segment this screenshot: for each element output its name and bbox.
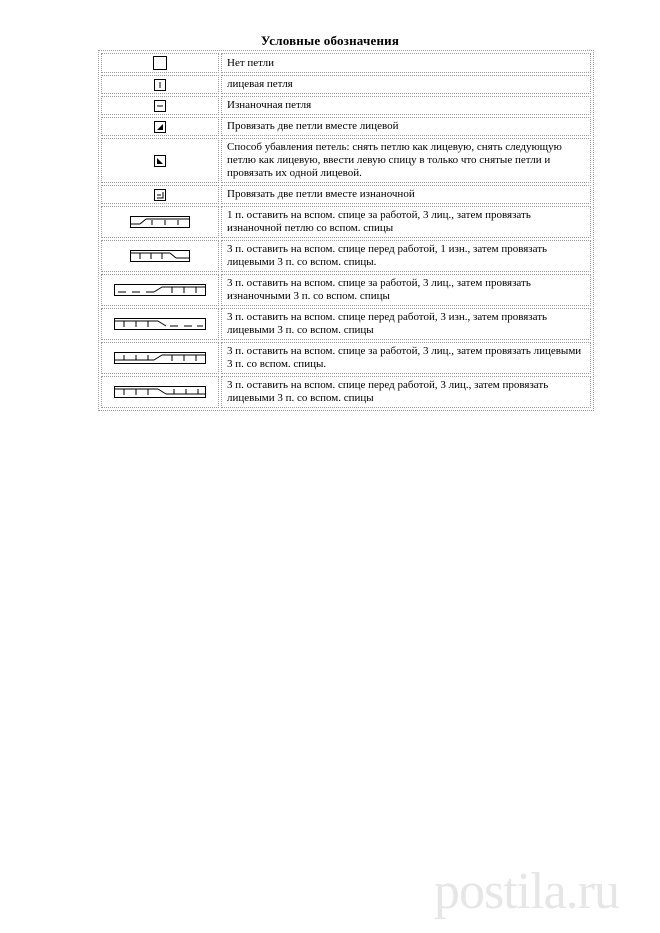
cable-3-front-1-purl-symbol-icon <box>101 240 219 272</box>
legend-row <box>101 308 591 340</box>
cable-3-front-knit-symbol-icon <box>101 376 219 408</box>
legend-row <box>101 117 591 136</box>
legend-row <box>101 53 591 73</box>
purl-two-together-symbol-icon <box>101 185 219 204</box>
legend-description: лицевая петля <box>221 75 591 94</box>
legend-row <box>101 206 591 238</box>
watermark: postila.ru <box>434 863 619 920</box>
cable-3-front-purl-symbol-icon <box>101 308 219 340</box>
legend-description: 3 п. оставить на вспом. спице перед работой, 1 изн., затем провязать лицевыми 3 п. со вспом. спицы. <box>221 240 591 272</box>
legend-row <box>101 376 591 408</box>
purl-stitch-symbol-icon <box>101 96 219 115</box>
slip-slip-knit-symbol-icon <box>101 138 219 183</box>
legend-description: 3 п. оставить на вспом. спице за работой, 3 лиц., затем провязать изнаночными 3 п. со вспом. спицы <box>221 274 591 306</box>
legend-description: Способ убавления петель: снять петлю как лицевую, снять следующую петлю как лицевую, ввести левую спицу в только что снятые петли и провязать их одной лицевой. <box>221 138 591 183</box>
legend-description: 3 п. оставить на вспом. спице за работой, 3 лиц., затем провязать лицевыми 3 п. со вспом. спицы. <box>221 342 591 374</box>
legend-description: Провязать две петли вместе изнаночной <box>221 185 591 204</box>
legend-description: 1 п. оставить на вспом. спице за работой, 3 лиц., затем провязать изнаночной петлю со вспом. спицы <box>221 206 591 238</box>
legend-description: Нет петли <box>221 53 591 73</box>
cable-3-back-knit-symbol-icon <box>101 342 219 374</box>
cable-1-back-3-symbol-icon <box>101 206 219 238</box>
legend-row <box>101 96 591 115</box>
legend-row <box>101 342 591 374</box>
knit-two-together-symbol-icon <box>101 117 219 136</box>
legend-row <box>101 240 591 272</box>
legend-row <box>101 185 591 204</box>
legend-title: Условные обозначения <box>260 33 400 48</box>
cable-3-back-purl-symbol-icon <box>101 274 219 306</box>
legend-description: 3 п. оставить на вспом. спице перед работой, 3 изн., затем провязать лицевыми 3 п. со вспом. спицы <box>221 308 591 340</box>
legend-row <box>101 75 591 94</box>
legend-description: Провязать две петли вместе лицевой <box>221 117 591 136</box>
empty-cell-symbol-icon <box>101 53 219 73</box>
legend-description: Изнаночная петля <box>221 96 591 115</box>
legend-row <box>101 138 591 183</box>
legend-row <box>101 274 591 306</box>
legend-description: 3 п. оставить на вспом. спице перед работой, 3 лиц., затем провязать лицевыми 3 п. со вспом. спицы <box>221 376 591 408</box>
knit-stitch-symbol-icon <box>101 75 219 94</box>
legend-table <box>98 50 594 411</box>
